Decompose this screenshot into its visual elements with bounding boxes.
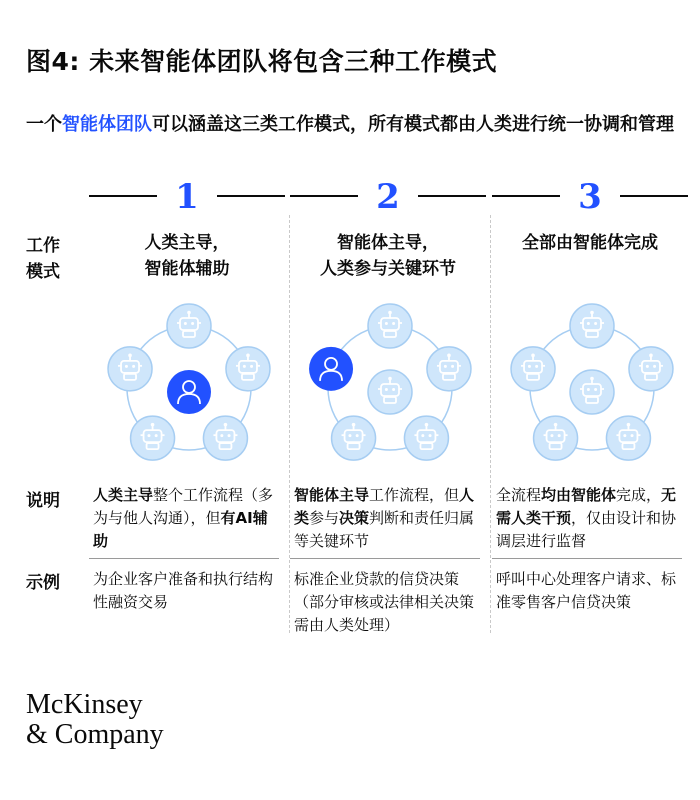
subtitle <box>26 110 676 139</box>
description-segment: 均由智能体 <box>541 486 617 504</box>
robot-icon <box>404 416 448 460</box>
subtitle-highlight: 智能体团队 <box>62 114 152 135</box>
mode-heading <box>290 230 486 282</box>
row-divider <box>89 558 279 559</box>
robot-icon <box>511 347 555 391</box>
mode-heading-line1: 人类主导， <box>144 233 230 253</box>
mode-heading <box>492 230 688 256</box>
mode-description <box>93 484 279 553</box>
robot-icon <box>534 416 578 460</box>
column-separator <box>490 215 491 633</box>
row-divider <box>290 558 480 559</box>
robot-icon <box>108 347 152 391</box>
robot-icon <box>606 416 650 460</box>
robot-icon <box>167 304 211 348</box>
description-segment: 判断和责任归属等关键环节 <box>294 509 475 550</box>
mode-heading-line2: 人类参与关键环节 <box>320 259 456 279</box>
mode-number: 3 <box>578 177 602 217</box>
mode-example: 呼叫中心处理客户请求、标准零售客户信贷决策 <box>496 570 677 611</box>
mode-column-2 <box>290 177 486 634</box>
team-diagram <box>99 300 279 470</box>
number-rule-right <box>418 195 486 197</box>
description-segment: 完成， <box>616 486 662 504</box>
mckinsey-logo <box>26 690 164 750</box>
mode-number: 2 <box>376 177 400 217</box>
description-segment: ，仅由设计和协调层进行监督 <box>496 509 677 550</box>
subtitle-pre: 一个 <box>26 114 62 135</box>
robot-icon <box>368 304 412 348</box>
robot-icon <box>332 416 376 460</box>
description-segment: 决策 <box>339 509 370 527</box>
mode-heading-line1: 全部由智能体完成 <box>522 233 658 253</box>
robot-icon <box>368 370 412 414</box>
description-segment: 人类 <box>294 486 475 527</box>
mode-heading-line1: 智能体主导， <box>337 233 439 253</box>
number-rule-right <box>620 195 688 197</box>
team-diagram <box>300 300 480 470</box>
mode-example: 标准企业贷款的信贷决策（部分审核或法律相关决策需由人类处理） <box>294 570 475 634</box>
mode-description <box>496 484 682 553</box>
description-segment: 有AI辅助 <box>93 509 268 550</box>
robot-icon <box>629 347 673 391</box>
logo-line1: McKinsey <box>26 689 143 720</box>
robot-icon <box>226 347 270 391</box>
mode-heading <box>89 230 285 282</box>
description-segment: 工作流程，但 <box>369 486 460 504</box>
row-label-mode-line2: 模式 <box>26 262 60 282</box>
row-label-example: 示例 <box>26 573 60 593</box>
person-icon <box>309 347 353 391</box>
description-segment: 人类主导 <box>93 486 154 504</box>
mode-number: 1 <box>175 177 199 217</box>
mode-example: 为企业客户准备和执行结构性融资交易 <box>93 570 274 611</box>
robot-icon <box>570 304 614 348</box>
logo-line2: & Company <box>26 719 164 750</box>
robot-icon <box>570 370 614 414</box>
description-segment: 智能体主导 <box>294 486 370 504</box>
description-segment: 全流程 <box>496 486 542 504</box>
number-row <box>492 177 688 217</box>
robot-icon <box>203 416 247 460</box>
mode-description <box>294 484 480 553</box>
person-icon <box>167 370 211 414</box>
description-segment: 整个工作流程（多为与他人沟通），但 <box>93 486 274 527</box>
page-title: 图4: 未来智能体团队将包含三种工作模式 <box>26 47 498 76</box>
row-label-mode <box>26 233 60 285</box>
row-divider <box>492 558 682 559</box>
number-row <box>290 177 486 217</box>
robot-icon <box>427 347 471 391</box>
mode-column-1 <box>89 177 285 630</box>
mode-column-3 <box>492 177 688 630</box>
subtitle-post: 可以涵盖这三类工作模式，所有模式都由人类进行统一协调和管理 <box>152 114 674 135</box>
number-rule-right <box>217 195 285 197</box>
mode-heading-line2: 智能体辅助 <box>144 259 230 279</box>
robot-icon <box>131 416 175 460</box>
number-row <box>89 177 285 217</box>
description-segment: 无需人类干预 <box>496 486 677 527</box>
description-segment: 参与 <box>309 509 340 527</box>
team-diagram <box>502 300 682 470</box>
row-label-description: 说明 <box>26 491 60 511</box>
row-label-mode-line1: 工作 <box>26 236 60 256</box>
